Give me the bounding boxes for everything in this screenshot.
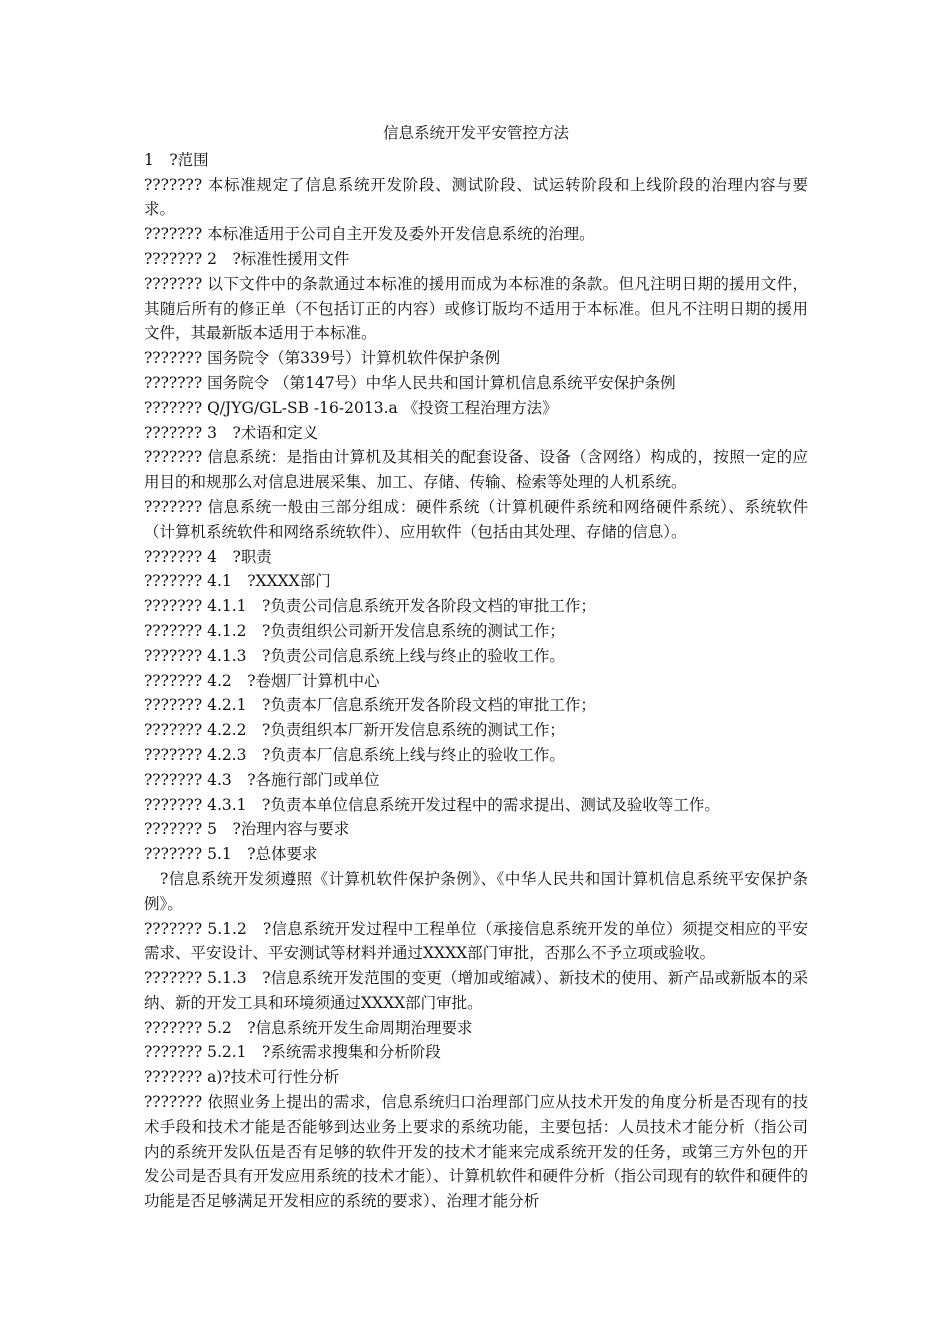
paragraph: ??????? 4.2.1 ?负责本厂信息系统开发各阶段文档的审批工作；	[144, 696, 596, 715]
paragraph: ??????? 5.1 ?总体要求	[144, 845, 318, 864]
paragraph: ??????? 4.2 ?卷烟厂计算机中心	[144, 671, 380, 690]
paragraph: ??????? 4 ?职责	[144, 547, 272, 566]
paragraph: ??????? 4.1.1 ?负责公司信息系统开发各阶段文档的审批工作；	[144, 597, 596, 616]
paragraph: ??????? 以下文件中的条款通过本标准的援用而成为本标准的条款。但凡注明日期的援用文件，其随后所有的修正单（不包括订正的内容）或修订版均不适用于本标准。但凡不注明日期的援用文件，其最新版本适用于本标准。	[144, 274, 808, 343]
paragraph: ??????? 5 ?治理内容与要求	[144, 820, 350, 839]
paragraph: 1 ?范围	[144, 150, 209, 169]
paragraph: ??????? 3 ?术语和定义	[144, 423, 319, 442]
paragraph: ??????? 2 ?标准性援用文件	[144, 249, 350, 268]
paragraph: ??????? 5.2 ?信息系统开发生命周期治理要求	[144, 1018, 473, 1037]
paragraph: ??????? a)?技术可行性分析	[144, 1068, 340, 1087]
paragraph: ??????? 本标准规定了信息系统开发阶段、测试阶段、试运转阶段和上线阶段的治理内容与要求。	[144, 175, 808, 219]
paragraph: ??????? 信息系统一般由三部分组成：硬件系统（计算机硬件系统和网络硬件系统）、系统软件（计算机系统软件和网络系统软件）、应用软件（包括由其处理、存储的信息）。	[144, 497, 808, 541]
paragraph: ??????? 国务院令 （第147号）中华人民共和国计算机信息系统平安保护条例	[144, 373, 676, 392]
paragraph: ??????? 5.1.2 ?信息系统开发过程中工程单位（承接信息系统开发的单位）须提交相应的平安需求、平安设计、平安测试等材料并通过XXXX部门审批，否那么不予立项或验收。	[144, 919, 808, 963]
paragraph: ??????? 国务院令（第339号）计算机软件保护条例	[144, 349, 501, 368]
paragraph: ??????? 4.3.1 ?负责本单位信息系统开发过程中的需求提出、测试及验收等工作。	[144, 795, 720, 814]
paragraph: ??????? 4.2.3 ?负责本厂信息系统上线与终止的验收工作。	[144, 745, 565, 764]
paragraph: ??????? 信息系统：是指由计算机及其相关的配套设备、设备（含网络）构成的，按照一定的应用目的和规那么对信息进展采集、加工、存储、传输、检索等处理的人机系统。	[144, 448, 808, 492]
document-page	[144, 121, 808, 1214]
paragraph: ?信息系统开发须遵照《计算机软件保护条例》、《中华人民共和国计算机信息系统平安保护条例》。	[144, 869, 808, 913]
paragraph: ??????? 4.1.2 ?负责组织公司新开发信息系统的测试工作；	[144, 621, 565, 640]
paragraph: ??????? 5.2.1 ?系统需求搜集和分析阶段	[144, 1043, 441, 1062]
document-title: 信息系统开发平安管控方法	[382, 124, 569, 142]
paragraph: ??????? 4.1.3 ?负责公司信息系统上线与终止的验收工作。	[144, 646, 565, 665]
paragraph: ??????? 5.1.3 ?信息系统开发范围的变更（增加或缩减）、新技术的使用、新产品或新版本的采纳、新的开发工具和环境须通过XXXX部门审批。	[144, 969, 808, 1012]
paragraph: ??????? 4.1 ?XXXX部门	[144, 572, 331, 591]
document-body	[144, 148, 808, 1214]
paragraph: ??????? 依照业务上提出的需求，信息系统归口治理部门应从技术开发的角度分析是否现有的技术手段和技术才能是否能够到达业务上要求的系统功能，主要包括：人员技术才能分析（指公司内的系统开发队伍是否有足够的软件开发的技术才能来完成系统开发的任务，或第三方外包的开发公司是否具有开发应用系统的技术才能）、计算机软件和硬件分析（指公司现有的软件和硬件的功能是否足够满足开发相应的系统的要求）、治理才能分析	[144, 1093, 808, 1211]
paragraph: ??????? 4.3 ?各施行部门或单位	[144, 770, 380, 789]
paragraph: ??????? Q/JYG/GL-SB -16-2013.a 《投资工程治理方法》	[144, 398, 558, 417]
paragraph: ??????? 本标准适用于公司自主开发及委外开发信息系统的治理。	[144, 225, 595, 244]
paragraph: ??????? 4.2.2 ?负责组织本厂新开发信息系统的测试工作；	[144, 721, 565, 740]
